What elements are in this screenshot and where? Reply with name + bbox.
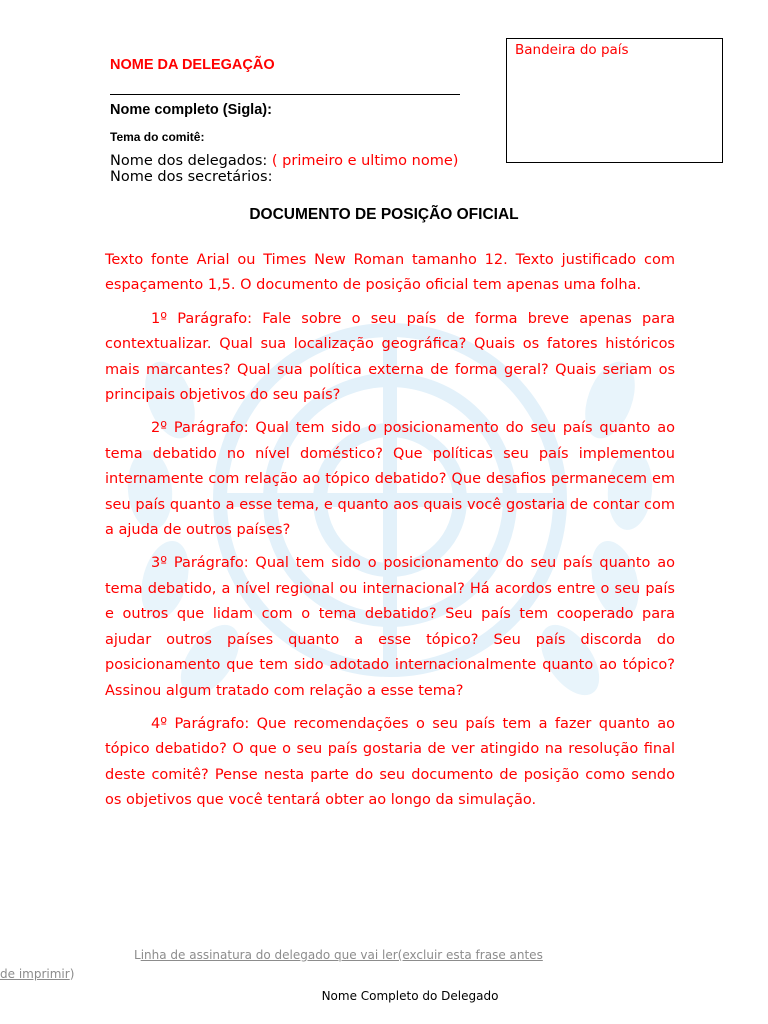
document-body	[105, 248, 675, 822]
signature-line	[134, 948, 543, 962]
flag-box	[506, 38, 723, 163]
paragraph-4: 4º Parágrafo: Que recomendações o seu país tem a fazer quanto ao tópico debatido? O que o seu país gostaria de ver atingido na resolução final deste comitê? Pense nesta parte do seu documento de posição como sendo os objetivos que você tentará obter ao longo da simulação.	[105, 715, 675, 809]
paragraph-2: 2º Parágrafo: Qual tem sido o posicionamento do seu país quanto ao tema debatido no nível doméstico? Que políticas seu país implementou internamente com relação ao tópico debatido? Que desafios permanecem em seu país quanto a esse tema, e quanto aos quais você gostaria de contar com a ajuda de outros países?	[105, 420, 675, 539]
delegates-label: Nome dos delegados:	[110, 153, 268, 169]
delegates-hint: ( primeiro e ultimo nome)	[271, 153, 459, 169]
intro-paragraph: Texto fonte Arial ou Times New Roman tamanho 12. Texto justificado com espaçamento 1,5. O documento de posição oficial tem apenas uma folha.	[105, 252, 675, 294]
signature-line-continued	[0, 967, 74, 981]
signature-line-close: )	[69, 967, 75, 981]
full-name-label: Nome completo (Sigla):	[110, 102, 272, 118]
secretaries-label: Nome dos secretários:	[110, 169, 273, 185]
signature-line-cont: de imprimir	[0, 967, 70, 981]
flag-box-label: Bandeira do país	[515, 42, 629, 58]
signature-line-text: inha de assinatura do delegado que vai ler(excluir esta frase antes	[140, 948, 543, 962]
paragraph-3: 3º Parágrafo: Qual tem sido o posicionamento do seu país quanto ao tema debatido, a nível regional ou internacional? Há acordos entre o seu país e outros que lidam com o tema debatido? Seu país tem cooperado para ajudar outros países quanto a esse tópico? Seu país discorda do posicionamento que tem sido adotado internacionalmente quanto ao tópico? Assinou algum tratado com relação a esse tema?	[105, 555, 675, 699]
paragraph-1: 1º Parágrafo: Fale sobre o seu país de forma breve apenas para contextualizar. Qual sua localização geográfica? Quais os fatores históricos mais marcantes? Qual sua política externa de forma geral? Quais seriam os principais objetivos do seu país?	[105, 310, 675, 404]
delegates-line	[110, 153, 458, 169]
delegation-underline	[110, 94, 460, 95]
committee-theme-label: Tema do comitê:	[110, 130, 205, 144]
delegate-full-name: Nome Completo do Delegado	[321, 989, 499, 1003]
signature-line-initial: L	[134, 948, 141, 962]
document-title: DOCUMENTO DE POSIÇÃO OFICIAL	[249, 206, 519, 223]
delegation-name: NOME DA DELEGAÇÃO	[110, 57, 275, 73]
